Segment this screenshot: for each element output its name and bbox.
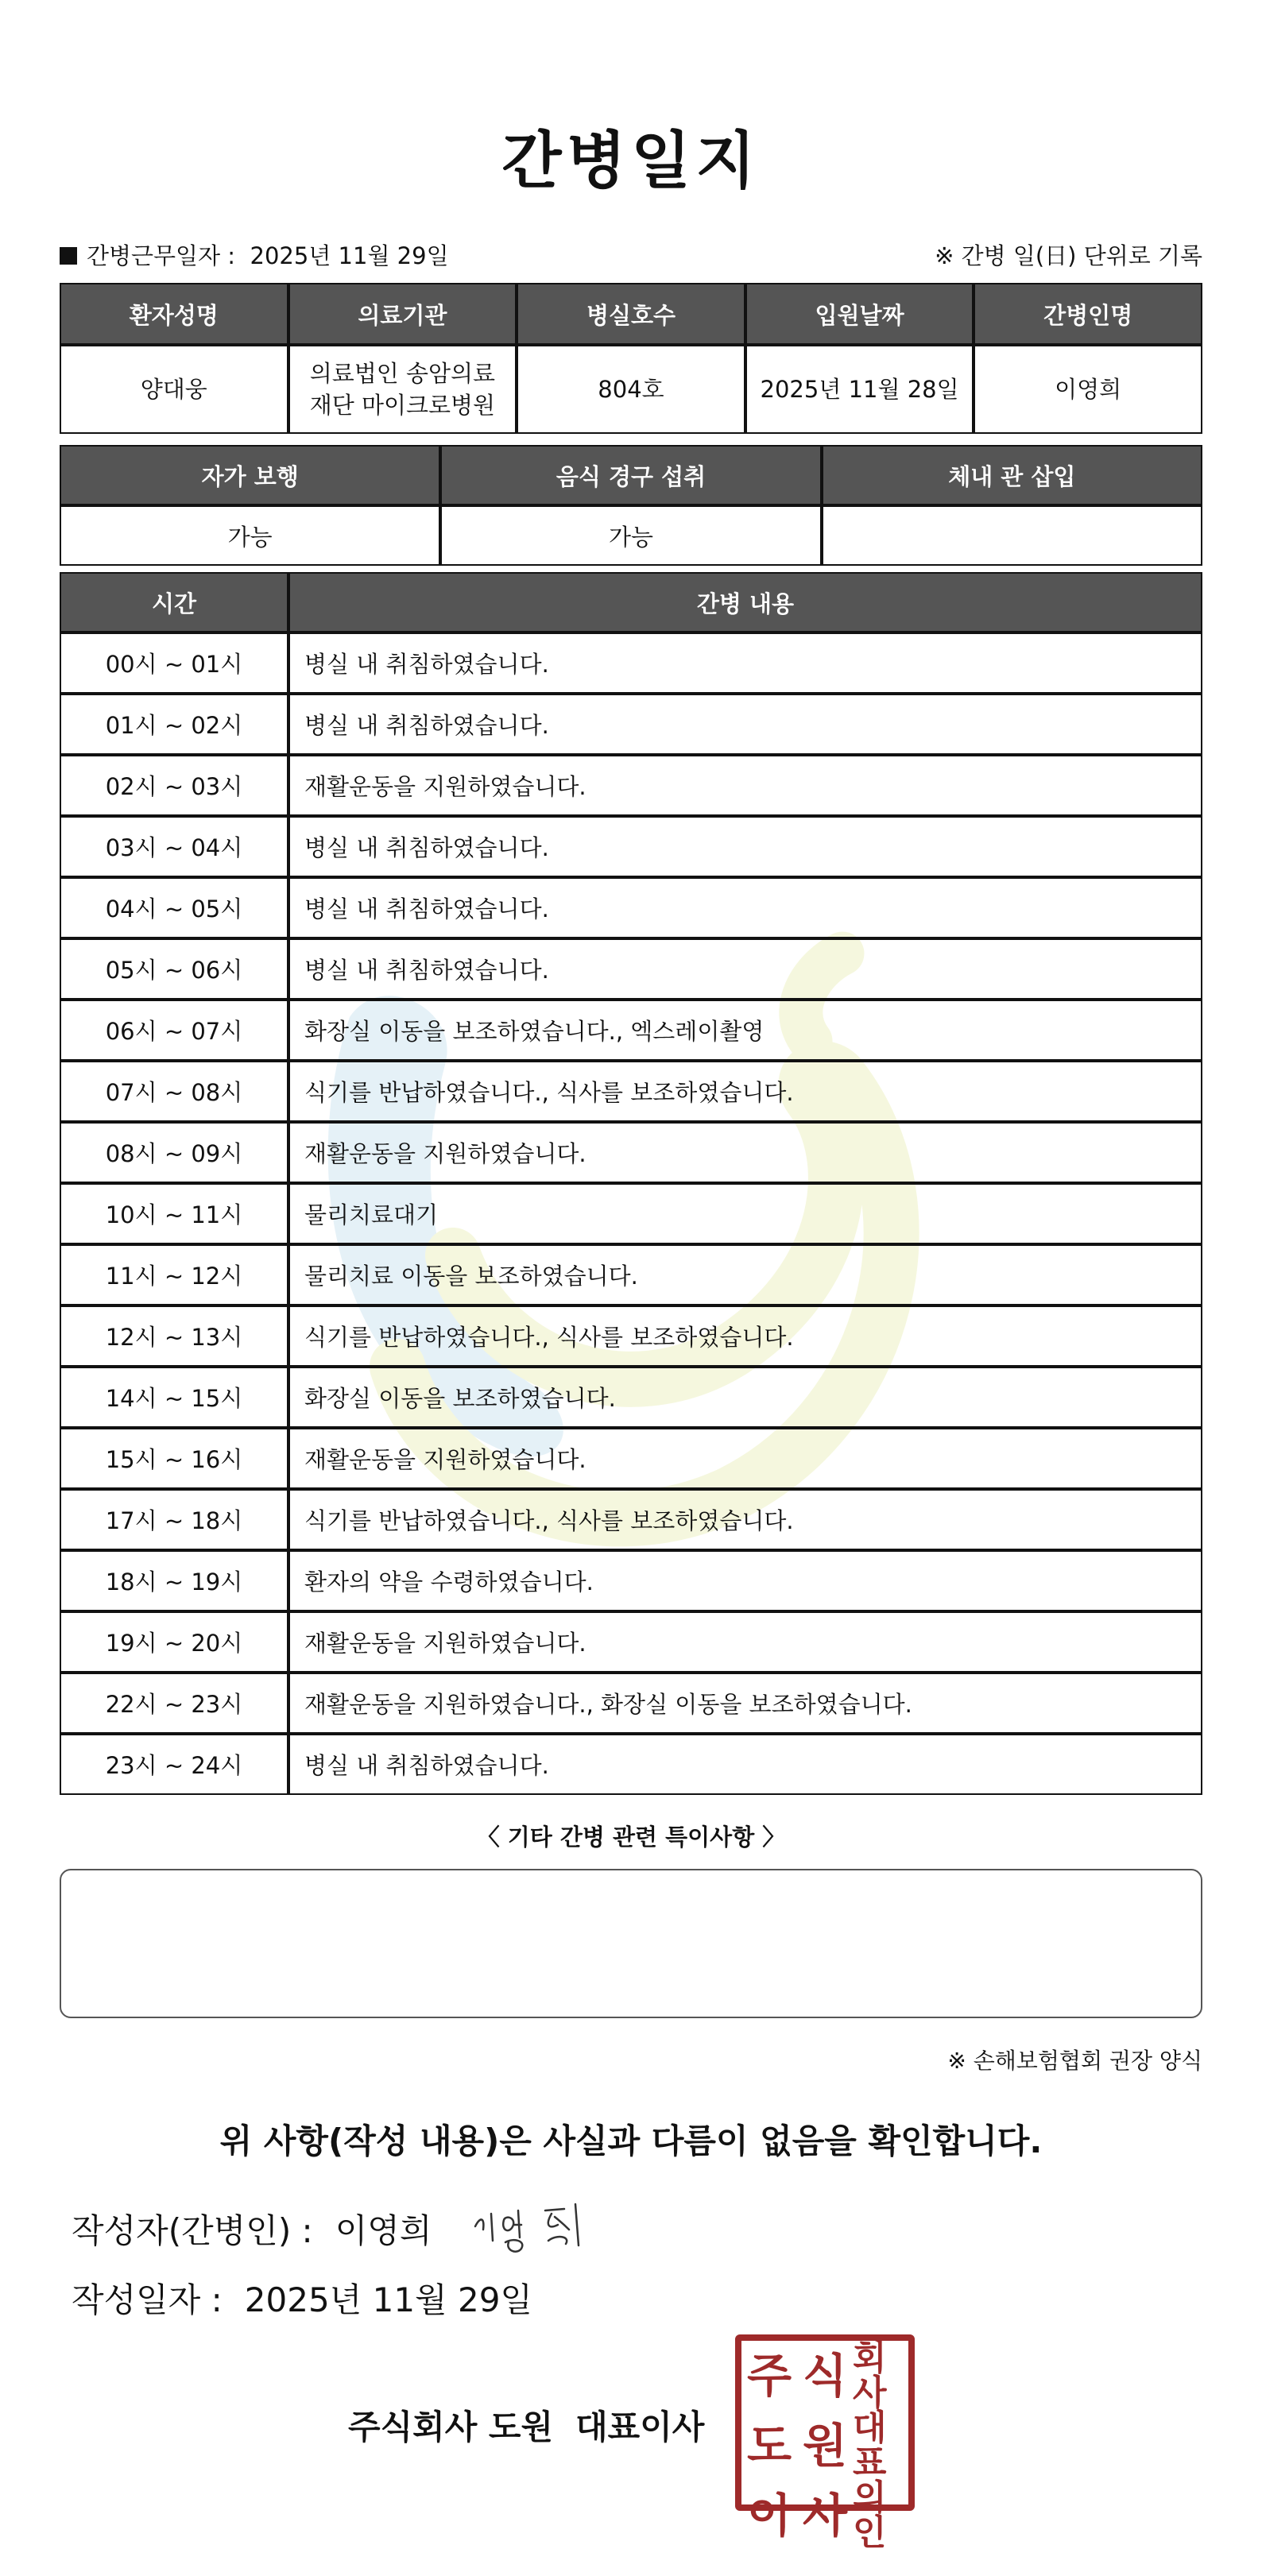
table-row <box>60 1734 1202 1795</box>
time-cell: 08시 ~ 09시 <box>60 1122 288 1183</box>
header-walking: 자가 보행 <box>60 445 440 505</box>
work-date-value: 2025년 11월 29일 <box>250 242 449 269</box>
company-name: 주식회사 도원 <box>348 2408 554 2446</box>
company-seal-stamp <box>735 2334 915 2553</box>
seal-char: 사 <box>802 2489 848 2543</box>
tube-value <box>822 505 1202 566</box>
time-cell: 19시 ~ 20시 <box>60 1611 288 1673</box>
time-cell: 10시 ~ 11시 <box>60 1183 288 1244</box>
written-date-label: 작성일자 : <box>72 2280 223 2319</box>
care-content-cell: 재활운동을 지원하였습니다. <box>288 755 1202 816</box>
status-value-row <box>60 505 1202 566</box>
care-content-cell: 재활운동을 지원하였습니다. <box>288 1122 1202 1183</box>
header-caregiver: 간병인명 <box>974 283 1202 345</box>
oral-intake-value: 가능 <box>440 505 821 566</box>
care-content-cell: 화장실 이동을 보조하였습니다., 엑스레이촬영 <box>288 1000 1202 1061</box>
care-content-cell: 식기를 반납하였습니다., 식사를 보조하였습니다. <box>288 1305 1202 1367</box>
time-cell: 05시 ~ 06시 <box>60 938 288 1000</box>
care-content-cell: 병실 내 취침하였습니다. <box>288 1734 1202 1795</box>
care-content-cell: 재활운동을 지원하였습니다., 화장실 이동을 보조하였습니다. <box>288 1673 1202 1734</box>
table-row <box>60 632 1202 694</box>
table-row <box>60 1673 1202 1734</box>
care-content-cell: 물리치료 이동을 보조하였습니다. <box>288 1244 1202 1305</box>
time-cell: 04시 ~ 05시 <box>60 877 288 938</box>
ceo-title: 대표이사 <box>575 2408 705 2446</box>
work-date <box>60 238 449 271</box>
care-content-cell: 식기를 반납하였습니다., 식사를 보조하였습니다. <box>288 1489 1202 1550</box>
status-table <box>60 445 1202 566</box>
notes-box <box>60 1869 1202 2018</box>
table-row <box>60 1428 1202 1489</box>
walking-value: 가능 <box>60 505 440 566</box>
header-hospital: 의료기관 <box>288 283 517 345</box>
care-header-row <box>60 572 1202 632</box>
handwritten-signature-icon <box>469 2193 612 2257</box>
care-content-cell: 환자의 약을 수령하였습니다. <box>288 1550 1202 1611</box>
care-content-cell: 병실 내 취침하였습니다. <box>288 816 1202 877</box>
header-care-content: 간병 내용 <box>288 572 1202 632</box>
seal-char: 이 <box>746 2489 792 2543</box>
table-row <box>60 694 1202 755</box>
hospital-line-1: 의료법인 송암의료 <box>309 360 496 387</box>
care-content-cell: 병실 내 취침하였습니다. <box>288 694 1202 755</box>
written-date-value: 2025년 11월 29일 <box>244 2280 532 2319</box>
care-content-cell: 병실 내 취침하였습니다. <box>288 938 1202 1000</box>
table-row <box>60 1367 1202 1428</box>
writer-label: 작성자(간병인) : <box>72 2211 313 2250</box>
table-row <box>60 1550 1202 1611</box>
work-date-label: 간병근무일자 : <box>87 242 236 269</box>
table-row <box>60 1611 1202 1673</box>
care-content-cell: 화장실 이동을 보조하였습니다. <box>288 1367 1202 1428</box>
record-note: ※ 간병 일(日) 단위로 기록 <box>935 242 1202 269</box>
table-row <box>60 938 1202 1000</box>
patient-value-row <box>60 345 1202 434</box>
time-cell: 23시 ~ 24시 <box>60 1734 288 1795</box>
black-square-icon <box>60 247 77 265</box>
seal-char: 회사 <box>853 2338 887 2413</box>
time-cell: 11시 ~ 12시 <box>60 1244 288 1305</box>
time-cell: 01시 ~ 02시 <box>60 694 288 755</box>
time-cell: 17시 ~ 18시 <box>60 1489 288 1550</box>
table-row <box>60 1305 1202 1367</box>
care-content-cell: 재활운동을 지원하였습니다. <box>288 1611 1202 1673</box>
table-row <box>60 1244 1202 1305</box>
patient-header-row <box>60 283 1202 345</box>
header-tube: 체내 관 삽입 <box>822 445 1202 505</box>
patient-name: 양대웅 <box>60 345 288 434</box>
table-row <box>60 1000 1202 1061</box>
care-rows <box>60 632 1202 1795</box>
time-cell: 22시 ~ 23시 <box>60 1673 288 1734</box>
table-row <box>60 1489 1202 1550</box>
notes-title: 〈 기타 간병 관련 특이사항 〉 <box>476 1824 786 1851</box>
header-room: 병실호수 <box>517 283 745 345</box>
table-row <box>60 1122 1202 1183</box>
care-content-cell: 재활운동을 지원하였습니다. <box>288 1428 1202 1489</box>
care-log-table <box>60 572 1202 1795</box>
care-content-cell: 물리치료대기 <box>288 1183 1202 1244</box>
time-cell: 14시 ~ 15시 <box>60 1367 288 1428</box>
seal-char: 의인 <box>853 2477 887 2553</box>
table-row <box>60 1061 1202 1122</box>
seal-char: 도 <box>746 2419 792 2473</box>
header-oral-intake: 음식 경구 섭취 <box>440 445 821 505</box>
hospital-line-2: 재단 마이크로병원 <box>309 392 496 419</box>
form-note: ※ 손해보험협회 권장 양식 <box>947 2048 1202 2074</box>
care-content-cell: 식기를 반납하였습니다., 식사를 보조하였습니다. <box>288 1061 1202 1122</box>
room-number: 804호 <box>517 345 745 434</box>
time-cell: 15시 ~ 16시 <box>60 1428 288 1489</box>
table-row <box>60 1183 1202 1244</box>
table-row <box>60 755 1202 816</box>
header-patient-name: 환자성명 <box>60 283 288 345</box>
time-cell: 06시 ~ 07시 <box>60 1000 288 1061</box>
writer-line <box>72 2205 432 2253</box>
seal-char: 주 <box>746 2349 792 2403</box>
time-cell: 02시 ~ 03시 <box>60 755 288 816</box>
header-time: 시간 <box>60 572 288 632</box>
seal-char: 대표 <box>853 2408 887 2483</box>
time-cell: 03시 ~ 04시 <box>60 816 288 877</box>
caregiver-name: 이영희 <box>974 345 1202 434</box>
status-header-row <box>60 445 1202 505</box>
seal-char: 원 <box>802 2419 848 2473</box>
patient-info-table <box>60 283 1202 434</box>
admission-date: 2025년 11월 28일 <box>745 345 974 434</box>
time-cell: 12시 ~ 13시 <box>60 1305 288 1367</box>
company-line <box>348 2401 704 2449</box>
seal-char: 식 <box>802 2349 848 2403</box>
confirmation-statement: 위 사항(작성 내용)은 사실과 다름이 없음을 확인합니다. <box>219 2122 1043 2160</box>
care-content-cell: 병실 내 취침하였습니다. <box>288 877 1202 938</box>
hospital-name <box>288 345 517 434</box>
page-title: 간병일지 <box>501 126 761 197</box>
time-cell: 00시 ~ 01시 <box>60 632 288 694</box>
table-row <box>60 877 1202 938</box>
time-cell: 07시 ~ 08시 <box>60 1061 288 1122</box>
header-admission-date: 입원날짜 <box>745 283 974 345</box>
care-content-cell: 병실 내 취침하였습니다. <box>288 632 1202 694</box>
table-row <box>60 816 1202 877</box>
time-cell: 18시 ~ 19시 <box>60 1550 288 1611</box>
written-date-line <box>72 2274 532 2322</box>
writer-name: 이영희 <box>335 2211 432 2250</box>
